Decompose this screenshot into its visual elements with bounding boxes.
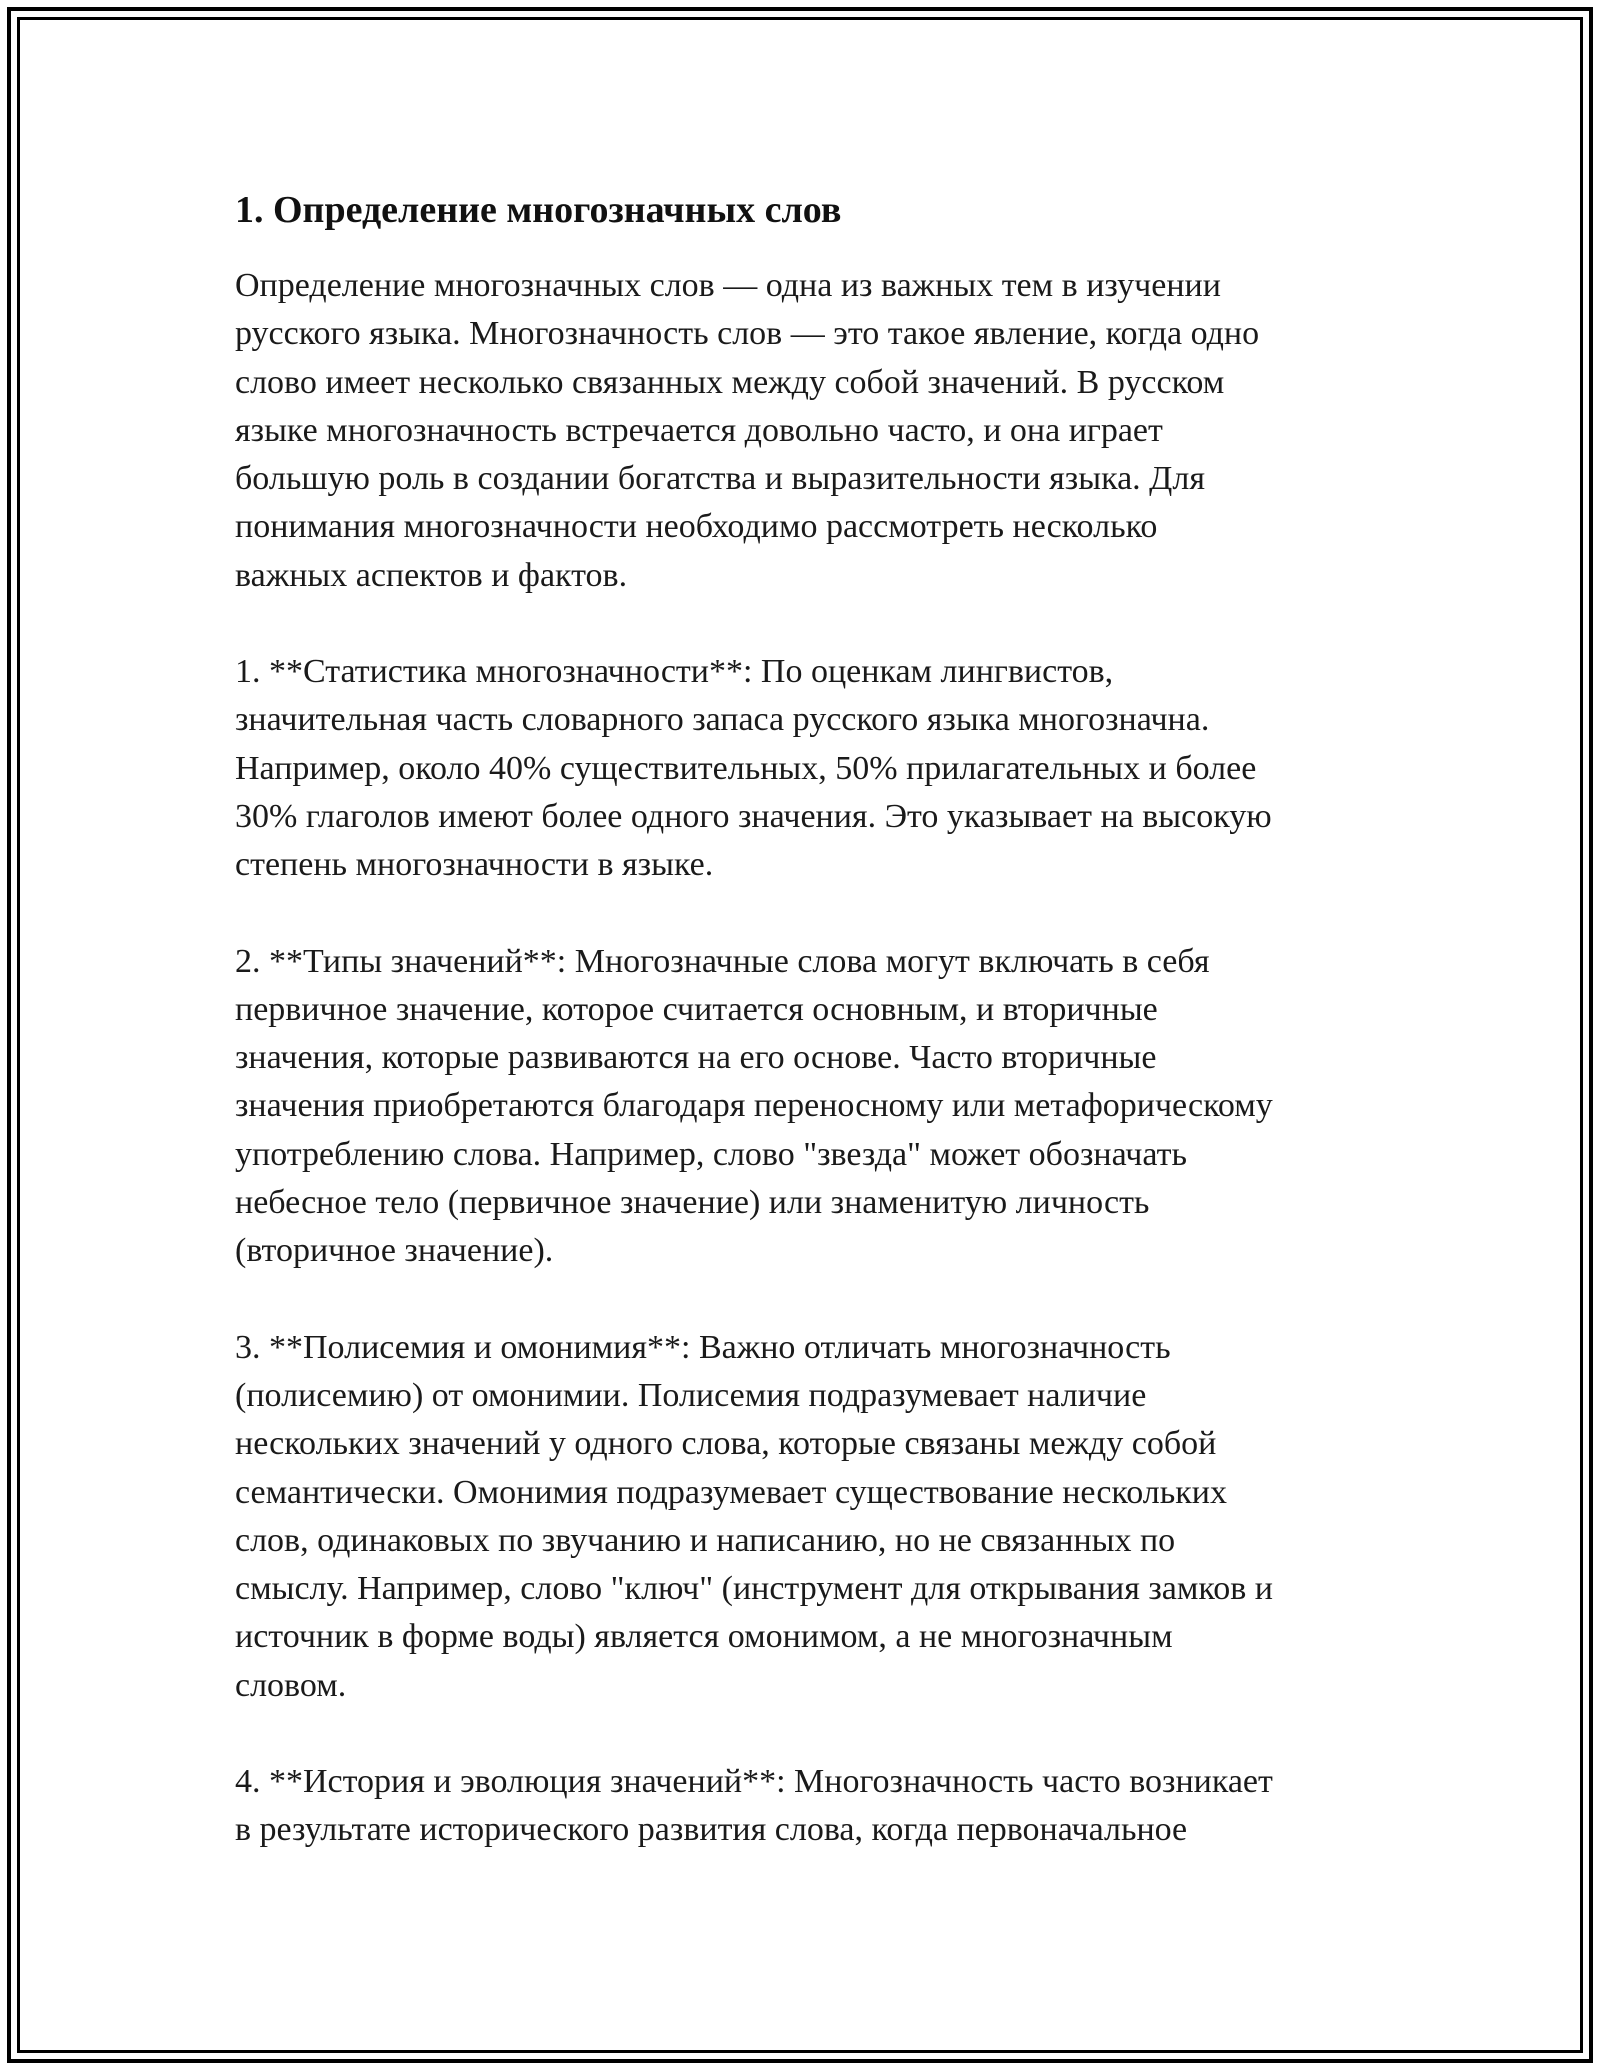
text-line: слов, одинаковых по звучанию и написанию, но не связанных по	[235, 1521, 1176, 1559]
text-line: Определение многозначных слов — одна из важных тем в изучении	[235, 267, 1221, 304]
text-line: русского языка. Многозначность слов — это такое явление, когда одно	[235, 315, 1260, 353]
text-line: Например, около 40% существительных, 50% прилагательных и более	[235, 749, 1257, 787]
document-title: 1. Определение многозначных слов	[235, 189, 842, 231]
text-line: смыслу. Например, слово "ключ" (инструмент для открывания замков и	[235, 1570, 1273, 1608]
paragraph-history-evolution	[235, 1758, 1375, 1855]
text-line: значения, которые развиваются на его основе. Часто вторичные	[235, 1039, 1157, 1077]
document-body	[235, 186, 1375, 1903]
text-line: большую роль в создании богатства и выразительности языка. Для	[235, 460, 1205, 498]
text-line: (вторичное значение).	[235, 1232, 554, 1270]
paragraph-statistics	[235, 648, 1375, 889]
text-line: 4. **История и эволюция значений**: Многозначность часто возникает	[235, 1763, 1273, 1801]
text-line: в результате исторического развития слова, когда первоначальное	[235, 1811, 1188, 1849]
text-line: понимания многозначности необходимо рассмотреть несколько	[235, 508, 1158, 546]
paragraph-meaning-types	[235, 938, 1375, 1276]
text-line: степень многозначности в языке.	[235, 846, 714, 884]
text-line: значительная часть словарного запаса русского языка многозначна.	[235, 701, 1210, 739]
text-line: 1. **Статистика многозначности**: По оценкам лингвистов,	[235, 653, 1114, 691]
text-line: важных аспектов и фактов.	[235, 556, 628, 594]
text-line: (полисемию) от омонимии. Полисемия подразумевает наличие	[235, 1376, 1147, 1414]
text-line: первичное значение, которое считается основным, и вторичные	[235, 990, 1158, 1028]
text-line: 30% глаголов имеют более одного значения. Это указывает на высокую	[235, 797, 1272, 835]
paragraph-polysemy-homonymy	[235, 1324, 1375, 1710]
text-line: небесное тело (первичное значение) или знаменитую личность	[235, 1184, 1150, 1222]
text-line: слово имеет несколько связанных между собой значений. В русском	[235, 363, 1225, 401]
paragraph-intro	[235, 262, 1375, 600]
text-line: языке многозначность встречается довольно часто, и она играет	[235, 411, 1163, 449]
text-line: нескольких значений у одного слова, которые связаны между собой	[235, 1425, 1217, 1463]
text-line: употреблению слова. Например, слово "звезда" может обозначать	[235, 1135, 1187, 1173]
text-line: источник в форме воды) является омонимом, а не многозначным	[235, 1618, 1173, 1656]
text-line: 2. **Типы значений**: Многозначные слова могут включать в себя	[235, 942, 1210, 980]
text-line: семантически. Омонимия подразумевает существование нескольких	[235, 1473, 1227, 1511]
text-line: 3. **Полисемия и омонимия**: Важно отличать многозначность	[235, 1328, 1171, 1366]
text-line: значения приобретаются благодаря переносному или метафорическому	[235, 1087, 1273, 1125]
text-line: словом.	[235, 1666, 347, 1704]
